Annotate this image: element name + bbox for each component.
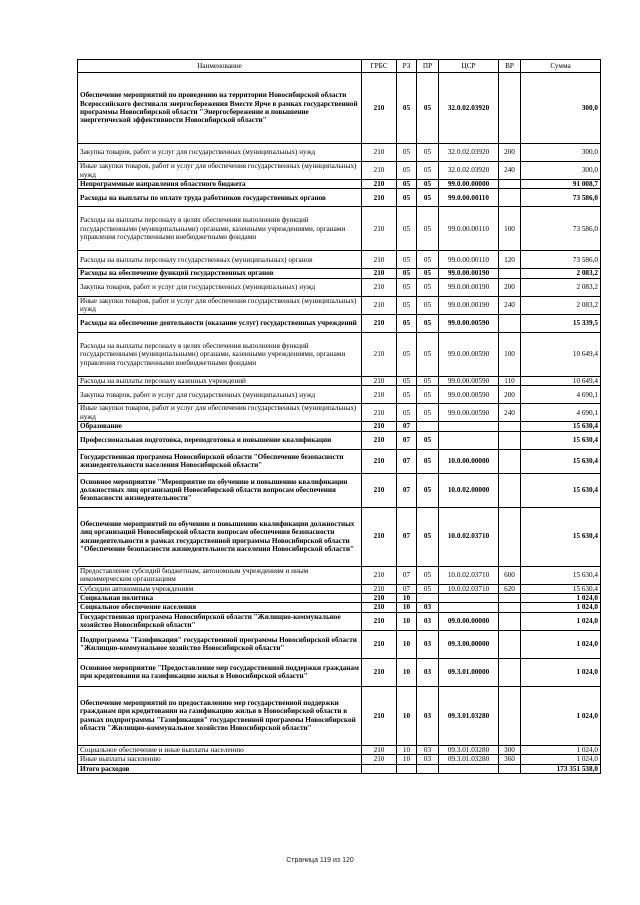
table-row <box>78 251 601 269</box>
cell-name: Предоставление субсидий бюджетным, автономным учреждениям и иным некоммерческим организациям <box>78 566 362 584</box>
column-header-vr: ВР <box>499 60 521 73</box>
table-row <box>78 431 601 449</box>
table-row <box>78 376 601 385</box>
cell-grbs: 210 <box>362 376 397 385</box>
cell-csr: 32.0.02.03920 <box>439 73 499 144</box>
cell-name: Обеспечение мероприятий по предоставлению мер государственной поддержки гражданам при кредитовании на газификацию жилья в Новосибирской области в рамках подпрограммы "Газификация" государственной программы Новосибирской области "Жилищно-коммунальное хозяйство Новосибирской области" <box>78 686 362 745</box>
cell-sum: 73 586,0 <box>521 189 601 207</box>
cell-vr <box>499 594 521 603</box>
cell-sum: 15 630,4 <box>521 566 601 584</box>
cell-vr: 240 <box>499 296 521 314</box>
table-row <box>78 180 601 189</box>
cell-csr <box>439 603 499 612</box>
cell-rz: 05 <box>397 296 417 314</box>
cell-vr <box>499 73 521 144</box>
cell-rz: 05 <box>397 180 417 189</box>
cell-name: Основное мероприятие "Мероприятие по обучению и повышению квалификации должностных лиц организаций Новосибирской области вопросам обеспечения безопасности жизнедеятельности" <box>78 473 362 507</box>
cell-vr: 100 <box>499 332 521 376</box>
column-header-name: Наименование <box>78 60 362 73</box>
cell-csr: 10.0.02.03710 <box>439 566 499 584</box>
cell-sum: 1 024,0 <box>521 658 601 686</box>
table-row <box>78 162 601 180</box>
cell-rz: 05 <box>397 332 417 376</box>
cell-rz: 07 <box>397 473 417 507</box>
cell-rz: 10 <box>397 594 417 603</box>
cell-sum: 300,0 <box>521 73 601 144</box>
cell-name: Расходы на выплаты персоналу государственных (муниципальных) органов <box>78 251 362 269</box>
column-header-csr: ЦСР <box>439 60 499 73</box>
cell-name: Расходы на обеспечение деятельности (оказание услуг) государственных учреждений <box>78 314 362 332</box>
cell-grbs: 210 <box>362 584 397 593</box>
cell-grbs: 210 <box>362 404 397 422</box>
cell-name: Подпрограмма "Газификация" государственной программы Новосибирской области "Жилищно-коммунальное хозяйство Новосибирской области" <box>78 630 362 658</box>
cell-sum: 1 024,0 <box>521 612 601 630</box>
cell-name: Основное мероприятие "Предоставление мер государственной поддержки гражданам при кредитовании на газификацию жилья в Новосибирской области" <box>78 658 362 686</box>
cell-pr: 03 <box>417 630 439 658</box>
cell-sum: 15 630,4 <box>521 507 601 566</box>
cell-rz: 05 <box>397 314 417 332</box>
cell-rz: 07 <box>397 566 417 584</box>
table-row <box>78 296 601 314</box>
cell-name: Социальное обеспечение и иные выплаты населению <box>78 745 362 754</box>
cell-vr <box>499 180 521 189</box>
table-row <box>78 278 601 296</box>
column-header-sum: Сумма <box>521 60 601 73</box>
table-row <box>78 745 601 754</box>
cell-vr <box>499 686 521 745</box>
cell-pr: 05 <box>417 144 439 162</box>
cell-grbs: 210 <box>362 422 397 431</box>
cell-grbs: 210 <box>362 566 397 584</box>
table-row <box>78 404 601 422</box>
cell-grbs: 210 <box>362 73 397 144</box>
cell-vr <box>499 764 521 773</box>
cell-pr: 05 <box>417 296 439 314</box>
cell-name: Субсидии автономным учреждениям <box>78 584 362 593</box>
cell-pr: 05 <box>417 189 439 207</box>
cell-grbs: 210 <box>362 686 397 745</box>
cell-pr: 05 <box>417 376 439 385</box>
cell-csr <box>439 422 499 431</box>
cell-pr: 05 <box>417 386 439 404</box>
cell-csr: 10.0.00.00000 <box>439 449 499 473</box>
cell-rz: 10 <box>397 612 417 630</box>
cell-csr: 99.0.00.00110 <box>439 251 499 269</box>
cell-rz: 05 <box>397 207 417 251</box>
cell-name: Иные закупки товаров, работ и услуг для обеспечения государственных (муниципальных) нужд <box>78 162 362 180</box>
cell-sum: 73 586,0 <box>521 207 601 251</box>
cell-name: Иные закупки товаров, работ и услуг для обеспечения государственных (муниципальных) нужд <box>78 404 362 422</box>
cell-vr <box>499 630 521 658</box>
cell-csr: 99.0.00.00590 <box>439 404 499 422</box>
cell-name: Обеспечение мероприятий по проведению на территории Новосибирской области Всероссийского фестиваля энергосбережения Вместе Ярче в рамках государственной программы Новосибирской области "Энергосбережение и повышение энергетической эффективности Новосибирской области" <box>78 73 362 144</box>
cell-name: Социальная политика <box>78 594 362 603</box>
cell-sum: 2 083,2 <box>521 269 601 278</box>
cell-sum: 15 630,4 <box>521 449 601 473</box>
table-row <box>78 612 601 630</box>
cell-csr: 99.0.00.00190 <box>439 278 499 296</box>
cell-vr <box>499 431 521 449</box>
cell-sum: 2 083,2 <box>521 296 601 314</box>
cell-csr: 09.3.01.03280 <box>439 686 499 745</box>
column-header-rz: РЗ <box>397 60 417 73</box>
cell-vr: 100 <box>499 207 521 251</box>
cell-rz: 05 <box>397 73 417 144</box>
cell-sum: 300,0 <box>521 144 601 162</box>
cell-pr: 03 <box>417 612 439 630</box>
cell-grbs: 210 <box>362 449 397 473</box>
cell-vr: 110 <box>499 376 521 385</box>
cell-grbs: 210 <box>362 180 397 189</box>
cell-name: Обеспечение мероприятий по обучению и повышению квалификации должностных лиц организаций Новосибирской области вопросам обеспечения безопасности жизнедеятельности в рамках государственной программы Новосибирской области "Обеспечение безопасности жизнедеятельности населения Новосибирской области" <box>78 507 362 566</box>
cell-pr: 05 <box>417 473 439 507</box>
cell-csr: 32.0.02.03920 <box>439 162 499 180</box>
cell-pr: 05 <box>417 566 439 584</box>
cell-csr: 99.0.00.00000 <box>439 180 499 189</box>
table-row <box>78 269 601 278</box>
table-header-row <box>78 60 601 73</box>
cell-vr <box>499 449 521 473</box>
cell-sum: 15 630,4 <box>521 473 601 507</box>
cell-grbs: 210 <box>362 207 397 251</box>
cell-sum: 2 083,2 <box>521 278 601 296</box>
cell-pr: 05 <box>417 332 439 376</box>
cell-pr: 05 <box>417 269 439 278</box>
cell-rz: 10 <box>397 658 417 686</box>
cell-grbs: 210 <box>362 386 397 404</box>
cell-pr: 05 <box>417 207 439 251</box>
cell-name: Иные закупки товаров, работ и услуг для обеспечения государственных (муниципальных) нужд <box>78 296 362 314</box>
cell-sum: 1 024,0 <box>521 686 601 745</box>
cell-vr: 360 <box>499 755 521 764</box>
cell-pr: 03 <box>417 658 439 686</box>
cell-grbs: 210 <box>362 594 397 603</box>
cell-pr: 05 <box>417 73 439 144</box>
cell-pr: 05 <box>417 584 439 593</box>
cell-grbs: 210 <box>362 507 397 566</box>
table-row <box>78 630 601 658</box>
cell-csr: 09.3.01.03280 <box>439 745 499 754</box>
cell-sum: 91 008,7 <box>521 180 601 189</box>
cell-pr: 03 <box>417 686 439 745</box>
cell-vr: 620 <box>499 584 521 593</box>
cell-sum: 4 690,1 <box>521 404 601 422</box>
cell-csr: 32.0.02.03920 <box>439 144 499 162</box>
page-number: Страница 119 из 120 <box>286 857 354 864</box>
cell-rz: 05 <box>397 251 417 269</box>
cell-rz: 05 <box>397 376 417 385</box>
table-row <box>78 755 601 764</box>
cell-name: Непрограммные направления областного бюджета <box>78 180 362 189</box>
cell-grbs: 210 <box>362 745 397 754</box>
cell-rz: 05 <box>397 278 417 296</box>
table-row <box>78 473 601 507</box>
cell-pr: 05 <box>417 449 439 473</box>
cell-rz: 10 <box>397 603 417 612</box>
cell-name: Государственная программа Новосибирской области "Жилищно-коммунальное хозяйство Новосибирской области" <box>78 612 362 630</box>
cell-csr: 99.0.00.00190 <box>439 269 499 278</box>
cell-pr: 05 <box>417 431 439 449</box>
cell-name: Профессиональная подготовка, переподготовка и повышение квалификации <box>78 431 362 449</box>
cell-csr: 99.0.00.00190 <box>439 296 499 314</box>
cell-grbs: 210 <box>362 630 397 658</box>
cell-vr: 300 <box>499 745 521 754</box>
cell-pr: 05 <box>417 251 439 269</box>
cell-grbs: 210 <box>362 296 397 314</box>
cell-csr: 09.3.01.03280 <box>439 755 499 764</box>
cell-grbs: 210 <box>362 658 397 686</box>
cell-sum: 15 630,4 <box>521 431 601 449</box>
cell-pr <box>417 764 439 773</box>
table-row <box>78 449 601 473</box>
column-header-pr: ПР <box>417 60 439 73</box>
table-row <box>78 422 601 431</box>
cell-grbs: 210 <box>362 612 397 630</box>
cell-name: Расходы на выплаты персоналу в целях обеспечения выполнения функций государственными (муниципальными) органами, казенными учреждениями, органами управления государственными внебюджетными фондами <box>78 207 362 251</box>
cell-sum: 73 586,0 <box>521 251 601 269</box>
cell-vr <box>499 422 521 431</box>
cell-pr: 03 <box>417 755 439 764</box>
cell-rz: 07 <box>397 431 417 449</box>
cell-grbs: 210 <box>362 144 397 162</box>
cell-pr: 05 <box>417 507 439 566</box>
table-row <box>78 73 601 144</box>
cell-grbs: 210 <box>362 278 397 296</box>
cell-vr <box>499 603 521 612</box>
cell-vr: 240 <box>499 404 521 422</box>
column-header-grbs: ГРБС <box>362 60 397 73</box>
cell-csr <box>439 764 499 773</box>
cell-vr <box>499 473 521 507</box>
cell-grbs: 210 <box>362 332 397 376</box>
cell-name: Иные выплаты населению <box>78 755 362 764</box>
table-row <box>78 314 601 332</box>
cell-rz: 07 <box>397 584 417 593</box>
cell-csr: 99.0.00.00590 <box>439 376 499 385</box>
table-row <box>78 189 601 207</box>
cell-sum: 1 024,0 <box>521 603 601 612</box>
table-row <box>78 686 601 745</box>
cell-csr <box>439 431 499 449</box>
cell-vr: 120 <box>499 251 521 269</box>
table-row <box>78 332 601 376</box>
cell-csr: 09.3.01.00000 <box>439 658 499 686</box>
cell-name: Расходы на выплаты персоналу в целях обеспечения выполнения функций государственными (муниципальными) органами, казенными учреждениями, органами управления государственными внебюджетными фондами <box>78 332 362 376</box>
cell-grbs: 210 <box>362 162 397 180</box>
cell-grbs: 210 <box>362 603 397 612</box>
cell-sum: 15 630,4 <box>521 584 601 593</box>
cell-sum: 15 630,4 <box>521 422 601 431</box>
cell-rz: 05 <box>397 162 417 180</box>
table-row <box>78 507 601 566</box>
cell-csr: 10.0.02.03710 <box>439 584 499 593</box>
cell-vr <box>499 612 521 630</box>
cell-sum: 300,0 <box>521 162 601 180</box>
cell-vr: 200 <box>499 144 521 162</box>
cell-pr: 05 <box>417 314 439 332</box>
cell-sum: 173 351 538,0 <box>521 764 601 773</box>
cell-csr: 99.0.00.00590 <box>439 332 499 376</box>
cell-pr <box>417 594 439 603</box>
cell-sum: 1 024,0 <box>521 630 601 658</box>
cell-grbs: 210 <box>362 269 397 278</box>
cell-name: Расходы на выплаты по оплате труда работников государственных органов <box>78 189 362 207</box>
table-row <box>78 603 601 612</box>
cell-rz: 07 <box>397 507 417 566</box>
cell-name: Закупка товаров, работ и услуг для государственных (муниципальных) нужд <box>78 386 362 404</box>
cell-name: Итого расходов <box>78 764 362 773</box>
cell-grbs <box>362 764 397 773</box>
cell-rz: 10 <box>397 630 417 658</box>
cell-grbs: 210 <box>362 755 397 764</box>
cell-rz: 05 <box>397 144 417 162</box>
cell-pr: 05 <box>417 180 439 189</box>
cell-csr: 99.0.00.00590 <box>439 314 499 332</box>
cell-sum: 10 649,4 <box>521 376 601 385</box>
cell-rz: 07 <box>397 449 417 473</box>
cell-rz: 05 <box>397 404 417 422</box>
cell-name: Государственная программа Новосибирской области "Обеспечение безопасности жизнедеятельности населения Новосибирской области" <box>78 449 362 473</box>
cell-name: Образование <box>78 422 362 431</box>
cell-rz: 10 <box>397 755 417 764</box>
budget-table-sheet <box>77 59 600 774</box>
cell-name: Расходы на выплаты персоналу казенных учреждений <box>78 376 362 385</box>
cell-csr: 10.0.02.00000 <box>439 473 499 507</box>
table-row <box>78 386 601 404</box>
cell-sum: 1 024,0 <box>521 755 601 764</box>
cell-rz: 07 <box>397 422 417 431</box>
cell-sum: 1 024,0 <box>521 594 601 603</box>
cell-pr: 03 <box>417 745 439 754</box>
cell-grbs: 210 <box>362 473 397 507</box>
cell-vr <box>499 507 521 566</box>
cell-vr: 200 <box>499 386 521 404</box>
table-row <box>78 594 601 603</box>
cell-sum: 4 690,1 <box>521 386 601 404</box>
cell-name: Социальное обеспечение населения <box>78 603 362 612</box>
cell-vr: 200 <box>499 278 521 296</box>
cell-grbs: 210 <box>362 431 397 449</box>
cell-vr <box>499 314 521 332</box>
cell-rz: 05 <box>397 189 417 207</box>
cell-csr: 09.0.00.00000 <box>439 612 499 630</box>
cell-vr <box>499 189 521 207</box>
table-row <box>78 144 601 162</box>
cell-rz: 05 <box>397 269 417 278</box>
cell-sum: 15 339,5 <box>521 314 601 332</box>
table-row <box>78 764 601 773</box>
table-row <box>78 658 601 686</box>
cell-name: Расходы на обеспечение функций государственных органов <box>78 269 362 278</box>
cell-csr: 99.0.00.00590 <box>439 386 499 404</box>
cell-csr <box>439 594 499 603</box>
cell-csr: 99.0.00.00110 <box>439 189 499 207</box>
cell-rz: 10 <box>397 686 417 745</box>
cell-pr: 03 <box>417 603 439 612</box>
cell-vr <box>499 269 521 278</box>
cell-pr: 05 <box>417 278 439 296</box>
cell-name: Закупка товаров, работ и услуг для государственных (муниципальных) нужд <box>78 144 362 162</box>
cell-csr: 99.0.00.00110 <box>439 207 499 251</box>
table-row <box>78 566 601 584</box>
cell-grbs: 210 <box>362 189 397 207</box>
cell-sum: 1 024,0 <box>521 745 601 754</box>
cell-name: Закупка товаров, работ и услуг для государственных (муниципальных) нужд <box>78 278 362 296</box>
cell-csr: 10.0.02.03710 <box>439 507 499 566</box>
cell-pr: 05 <box>417 404 439 422</box>
cell-rz: 10 <box>397 745 417 754</box>
cell-grbs: 210 <box>362 314 397 332</box>
cell-vr: 240 <box>499 162 521 180</box>
cell-vr: 600 <box>499 566 521 584</box>
table-row <box>78 207 601 251</box>
cell-rz: 05 <box>397 386 417 404</box>
cell-sum: 10 649,4 <box>521 332 601 376</box>
cell-grbs: 210 <box>362 251 397 269</box>
budget-table <box>77 59 601 774</box>
cell-rz <box>397 764 417 773</box>
cell-pr <box>417 422 439 431</box>
cell-csr: 09.3.00.00000 <box>439 630 499 658</box>
table-row <box>78 584 601 593</box>
cell-vr <box>499 658 521 686</box>
cell-pr: 05 <box>417 162 439 180</box>
